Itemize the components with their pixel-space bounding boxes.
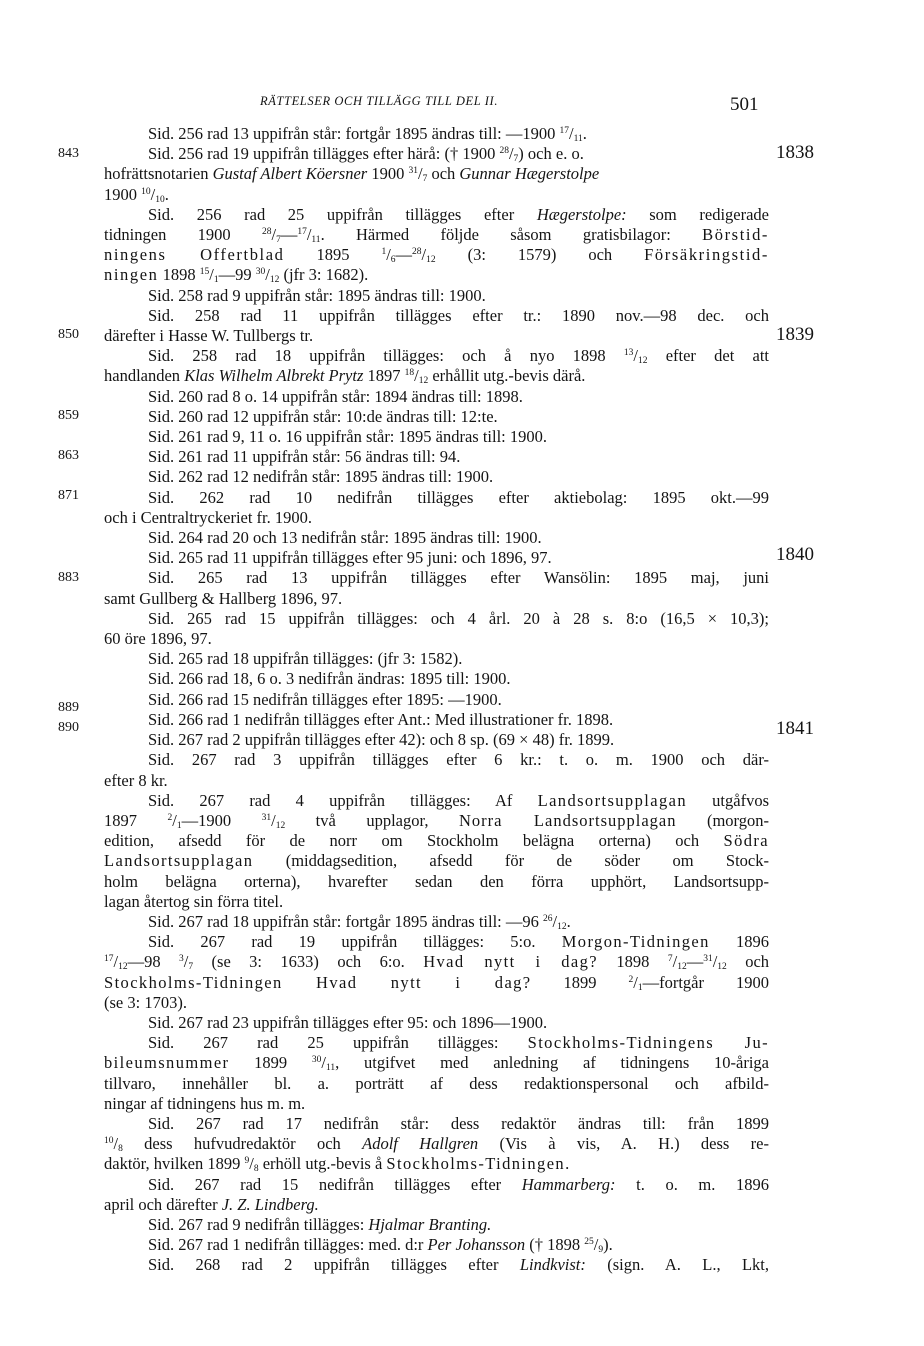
entry <box>104 1013 769 1033</box>
entry <box>104 205 769 225</box>
text-run: 1895 <box>284 245 382 265</box>
text-line <box>104 932 769 952</box>
person-name: Per Johansson <box>427 1235 526 1255</box>
frac-num: 30 <box>255 267 266 278</box>
entry <box>104 144 769 164</box>
entry <box>104 750 769 770</box>
text-line: Sid. 265 rad 13 uppifrån tillägges efter Wansölin: 1895 maj, juni <box>148 568 769 588</box>
text-run: 1900 <box>104 184 142 204</box>
text-line <box>104 912 769 932</box>
text-line <box>104 1235 769 1255</box>
entry <box>104 710 769 730</box>
frac-slash: / <box>712 952 718 972</box>
text-line: Sid. 266 rad 18, 6 o. 3 nedifrån ändras: 1895 till: 1900. <box>148 669 511 689</box>
text-line: samt Gullberg & Hallberg 1896, 97. <box>104 588 343 608</box>
entry <box>104 467 769 487</box>
text-run: och <box>726 952 770 972</box>
frac-den: 12 <box>275 820 286 831</box>
text-line <box>104 245 769 265</box>
frac-den: 8 <box>118 1144 123 1155</box>
spaced-title: Stockholms-Tidningens Ju- <box>527 1033 770 1053</box>
entry <box>104 306 769 326</box>
text-run: (3: 1579) och <box>435 245 645 265</box>
text-run: Sid. 258 rad 18 uppifrån tillägges: och å nyo 1898 <box>148 346 624 366</box>
frac-num: 31 <box>408 166 418 177</box>
entry-continuation <box>104 589 769 609</box>
entry <box>104 568 769 588</box>
person-name: Hjalmar Branting. <box>368 1214 492 1234</box>
text-run: — <box>280 225 298 245</box>
text-line <box>104 791 769 811</box>
frac-den: 7 <box>188 962 194 973</box>
text-run: som redigerade <box>626 204 769 224</box>
text-line <box>104 1134 769 1154</box>
text-line: Sid. 265 rad 18 uppifrån tillägges: (jfr 3: 1582). <box>148 649 463 669</box>
text-run: Sid. 267 rad 1 nedifrån tillägges: med. d:r <box>148 1235 428 1255</box>
frac-den: 12 <box>118 962 128 973</box>
text-line <box>104 1154 769 1174</box>
frac-slash: / <box>249 1154 254 1174</box>
person-name: Gunnar Hægerstolpe <box>459 164 600 184</box>
text-run: handlanden <box>104 366 185 386</box>
frac-slash: / <box>321 1053 326 1073</box>
spaced-title: Försäkringstid- <box>644 245 769 265</box>
frac-num: 10 <box>104 1136 114 1147</box>
frac-den: 6 <box>390 255 396 266</box>
text-run: Sid. 268 rad 2 uppifrån tillägges efter <box>148 1255 520 1275</box>
frac-slash: / <box>672 952 678 972</box>
entry-continuation <box>104 326 769 346</box>
text-line: därefter i Hasse W. Tullbergs tr. <box>104 326 314 346</box>
text-run: Sid. 267 rad 25 uppifrån tillägges: <box>148 1033 528 1053</box>
text-line: lagan återtog sin förra titel. <box>104 891 284 911</box>
entry <box>104 1033 769 1053</box>
text-line: Sid. 261 rad 11 uppifrån står: 56 ändras till: 94. <box>148 447 461 467</box>
text-run: ). <box>603 1235 613 1255</box>
entry <box>104 447 769 467</box>
frac-slash: / <box>421 245 427 265</box>
spaced-title: Landsortsupplagan <box>537 790 687 810</box>
text-run: daktör, hvilken 1899 <box>104 1154 245 1174</box>
text-run: 1898 <box>598 952 668 972</box>
spaced-title: bileumsnummer <box>104 1053 230 1073</box>
entry-continuation <box>104 366 769 386</box>
text-run: — <box>686 952 704 972</box>
text-run: —1900 <box>181 810 262 830</box>
text-run: —99 <box>218 265 256 285</box>
spaced-title: ningens Offertblad <box>104 245 285 265</box>
text-line <box>104 973 769 993</box>
entry <box>104 286 769 306</box>
text-line <box>104 366 769 386</box>
margin-page-ref: 1838 <box>776 142 814 163</box>
text-line <box>104 1033 769 1053</box>
spaced-title: Hvad nytt i dag? <box>423 952 598 972</box>
person-name: Hægerstolpe: <box>536 204 627 224</box>
text-line: Sid. 267 rad 23 uppifrån tillägges efter 95: och 1896—1900. <box>148 1012 548 1032</box>
text-line <box>104 346 769 366</box>
frac-den: 12 <box>557 921 567 932</box>
frac-num: 13 <box>623 348 634 359</box>
frac-slash: / <box>271 810 276 830</box>
text-line: Sid. 262 rad 12 nedifrån står: 1895 ändras till: 1900. <box>148 467 494 487</box>
entry-continuation <box>104 811 769 912</box>
text-line <box>104 1053 769 1073</box>
text-run: edition, afsedd för de norr om Stockholm belägna orterna) och <box>104 831 724 851</box>
text-line: Sid. 260 rad 8 o. 14 uppifrån står: 1894 ändras till: 1898. <box>148 386 523 406</box>
frac-num: 2 <box>167 812 173 823</box>
frac-num: 9 <box>244 1156 250 1167</box>
text-run: Sid. 256 rad 19 uppifrån tillägges efter härå: († 1900 <box>148 144 500 164</box>
margin-page-ref: 1839 <box>776 324 814 345</box>
text-line: holm belägna orterna), hvarefter sedan den förra upphört, Landsortsupp- <box>104 871 769 891</box>
person-name: Adolf Hallgren <box>362 1134 479 1154</box>
margin-ref: 850 <box>58 327 79 342</box>
text-run: Sid. 267 rad 15 nedifrån tillägges efter <box>148 1174 522 1194</box>
frac-den: 7 <box>422 174 428 185</box>
entry-continuation <box>104 164 769 204</box>
frac-num: 28 <box>499 146 509 157</box>
frac-den: 1 <box>213 275 219 286</box>
entry <box>104 609 769 629</box>
running-title: RÄTTELSER OCH TILLÄGG TILL DEL II. <box>260 94 499 108</box>
frac-den: 12 <box>637 356 648 367</box>
person-name: Hammarberg: <box>521 1174 616 1194</box>
text-line: Sid. 262 rad 10 nedifrån tillägges efter aktiebolag: 1895 okt.—99 <box>148 487 769 507</box>
text-run: . <box>566 911 571 931</box>
entry <box>104 932 769 952</box>
text-line: tillvaro, innehåller bl. a. porträtt af dess redaktionspersonal och afbild- <box>104 1073 769 1093</box>
text-run: , utgifvet med anledning af tidningens 10-åriga <box>335 1053 769 1073</box>
text-run: 1899 <box>229 1053 312 1073</box>
text-run: († 1898 <box>525 1235 585 1255</box>
entry <box>104 1215 769 1235</box>
entry <box>104 1114 769 1134</box>
frac-den: 1 <box>176 820 182 831</box>
frac-slash: / <box>113 952 119 972</box>
margin-ref: 890 <box>58 720 79 735</box>
text-run: —98 <box>127 952 180 972</box>
entry-continuation <box>104 1195 769 1215</box>
frac-num: 1 <box>381 247 387 258</box>
frac-den: 12 <box>426 255 436 266</box>
text-line: efter 8 kr. <box>104 770 168 790</box>
text-run: utgåfvos <box>686 790 770 810</box>
text-run: och <box>427 164 460 184</box>
text-line <box>104 1195 769 1215</box>
frac-slash: / <box>414 366 419 386</box>
entry <box>104 387 769 407</box>
entry <box>104 346 769 366</box>
text-line: Sid. 264 rad 20 och 13 nedifrån står: 1895 ändras till: 1900. <box>148 528 542 548</box>
text-line: Sid. 265 rad 11 uppifrån tillägges efter 95 juni: och 1896, 97. <box>148 548 552 568</box>
text-line <box>104 124 769 144</box>
text-run: Sid. 256 rad 13 uppifrån står: fortgår 1895 ändras till: —1900 <box>148 124 560 143</box>
entry-continuation <box>104 508 769 528</box>
text-run: april och därefter <box>104 1194 222 1214</box>
page-number: 501 <box>730 94 759 115</box>
text-run: tidningen 1900 <box>104 225 262 245</box>
text-line <box>104 1215 769 1235</box>
spaced-title: Landsortsupplagan <box>104 851 254 871</box>
spaced-title: Börstid- <box>702 225 770 245</box>
frac-den: 11 <box>326 1063 336 1074</box>
frac-slash: / <box>593 1235 599 1255</box>
frac-slash: / <box>172 810 177 830</box>
entry <box>104 669 769 689</box>
margin-page-ref: 1841 <box>776 718 814 739</box>
frac-slash: / <box>306 225 312 245</box>
text-line <box>104 831 769 851</box>
text-run: . <box>164 184 169 204</box>
frac-slash: / <box>386 245 391 265</box>
entry <box>104 407 769 427</box>
text-run: . <box>582 124 587 143</box>
text-run: erhållit utg.-bevis därå. <box>428 366 586 386</box>
entry <box>104 912 769 932</box>
frac-num: 17 <box>559 126 570 136</box>
frac-num: 26 <box>543 913 553 924</box>
frac-den: 9 <box>598 1245 604 1256</box>
frac-den: 12 <box>418 376 429 387</box>
text-line: Sid. 266 rad 15 nedifrån tillägges efter 1895: —1900. <box>148 689 502 709</box>
entry <box>104 1235 769 1255</box>
text-line <box>104 1255 769 1275</box>
text-run: Sid. 267 rad 9 nedifrån tillägges: <box>148 1214 369 1234</box>
text-line <box>104 185 769 205</box>
text-line: och i Centraltryckeriet fr. 1900. <box>104 507 313 527</box>
text-run: Sid. 267 rad 19 uppifrån tillägges: 5:o. <box>148 932 562 952</box>
text-run: (jfr 3: 1682). <box>279 265 369 285</box>
entry <box>104 1255 769 1275</box>
spaced-title: Norra Landsortsupplagan <box>458 810 677 830</box>
margin-ref: 871 <box>58 488 79 503</box>
person-name: Lindkvist: <box>519 1255 586 1275</box>
frac-den: 12 <box>717 962 727 973</box>
person-name: J. Z. Lindberg. <box>221 1194 319 1214</box>
entry <box>104 791 769 811</box>
text-line <box>104 205 769 225</box>
text-run: t. o. m. 1896 <box>615 1174 769 1194</box>
frac-num: 15 <box>199 267 210 278</box>
text-line: (se 3: 1703). <box>104 992 187 1012</box>
frac-num: 17 <box>297 227 307 238</box>
frac-den: 8 <box>253 1164 259 1175</box>
frac-num: 31 <box>703 954 713 965</box>
entry <box>104 548 769 568</box>
frac-num: 25 <box>584 1237 594 1248</box>
frac-slash: / <box>113 1134 119 1154</box>
entry-continuation <box>104 771 769 791</box>
text-run: ) och e. o. <box>518 144 584 164</box>
spaced-title: Södra <box>723 831 769 851</box>
text-line <box>104 225 769 245</box>
frac-den: 7 <box>276 235 281 246</box>
text-run: (sign. A. L., Lkt, <box>585 1255 770 1275</box>
spaced-title: ningen <box>104 265 159 285</box>
frac-den: 7 <box>513 154 519 165</box>
frac-slash: / <box>569 124 574 143</box>
frac-den: 11 <box>311 235 321 246</box>
text-column <box>104 124 769 1276</box>
person-name: Gustaf Albert Köersner <box>212 164 368 184</box>
entry <box>104 124 769 144</box>
text-line <box>104 851 769 871</box>
frac-slash: / <box>633 972 638 992</box>
text-run: 1897 <box>104 810 168 830</box>
frac-den: 11 <box>573 134 583 144</box>
frac-num: 28 <box>261 227 272 238</box>
text-run: Sid. 267 rad 18 uppifrån står: fortgår 1895 ändras till: —96 <box>148 911 544 931</box>
frac-num: 18 <box>404 368 415 379</box>
text-run: (morgon- <box>676 810 769 830</box>
text-line <box>104 265 769 285</box>
frac-num: 3 <box>179 954 184 965</box>
text-run: 1899 <box>531 972 629 992</box>
frac-slash: / <box>417 164 423 184</box>
text-run: — <box>395 245 413 265</box>
text-run: Sid. 267 rad 4 uppifrån tillägges: Af <box>148 790 538 810</box>
text-run: 1898 <box>158 265 200 285</box>
text-line <box>104 144 769 164</box>
text-run: efter det att <box>647 346 769 366</box>
text-run: . Härmed följde såsom gratisbilagor: <box>320 225 703 245</box>
text-run: hofrättsnotarien <box>104 164 213 184</box>
margin-page-ref: 1840 <box>776 544 814 565</box>
margin-ref: 863 <box>58 448 79 463</box>
entry-continuation <box>104 225 769 286</box>
text-line: Sid. 266 rad 1 nedifrån tillägges efter Ant.: Med illustrationer fr. 1898. <box>148 709 614 729</box>
text-run: (se 3: 1633) och 6:o. <box>193 952 424 972</box>
text-run: 1896 <box>709 932 769 952</box>
frac-slash: / <box>552 911 558 931</box>
text-run: 1897 <box>363 366 405 386</box>
frac-den: 12 <box>269 275 280 286</box>
text-run: (middagsedition, afsedd för de söder om Stock- <box>253 851 769 871</box>
text-line: Sid. 260 rad 12 uppifrån står: 10:de ändras till: 12:te. <box>148 406 498 426</box>
spaced-title: Stockholms-Tidningen. <box>386 1154 571 1174</box>
text-line <box>104 952 769 972</box>
text-line: Sid. 258 rad 11 uppifrån tillägges efter tr.: 1890 nov.—98 dec. och <box>148 305 769 325</box>
entry <box>104 690 769 710</box>
entry-continuation <box>104 952 769 1013</box>
text-line: Sid. 267 rad 3 uppifrån tillägges efter 6 kr.: t. o. m. 1900 och där- <box>148 750 769 770</box>
text-line: 60 öre 1896, 97. <box>104 629 212 649</box>
frac-num: 30 <box>311 1055 322 1066</box>
entry-continuation <box>104 1053 769 1114</box>
frac-slash: / <box>271 225 277 245</box>
text-line <box>104 811 769 831</box>
text-line: Sid. 261 rad 9, 11 o. 16 uppifrån står: 1895 ändras till: 1900. <box>148 427 548 447</box>
margin-ref: 889 <box>58 700 79 715</box>
margin-ref: 843 <box>58 146 79 161</box>
spaced-title: Stockholms-Tidningen Hvad nytt i dag? <box>104 972 532 992</box>
text-line: Sid. 267 rad 2 uppifrån tillägges efter 42): och 8 sp. (69 × 48) fr. 1899. <box>148 730 615 750</box>
text-line: Sid. 265 rad 15 uppifrån tillägges: och 4 årl. 20 à 28 s. 8:o (16,5 × 10,3); <box>148 608 769 628</box>
frac-den: 10 <box>155 194 165 205</box>
text-line: Sid. 267 rad 17 nedifrån står: dess redaktör ändras till: från 1899 <box>148 1113 769 1133</box>
entry-continuation <box>104 629 769 649</box>
entry <box>104 649 769 669</box>
frac-slash: / <box>183 952 189 972</box>
person-name: Klas Wilhelm Albrekt Prytz <box>184 366 364 386</box>
text-line: Sid. 258 rad 9 uppifrån står: 1895 ändras till: 1900. <box>148 285 486 305</box>
frac-slash: / <box>508 144 514 164</box>
text-line <box>104 1175 769 1195</box>
frac-num: 28 <box>412 247 422 258</box>
text-run: erhöll utg.-bevis å <box>258 1154 387 1174</box>
entry <box>104 730 769 750</box>
frac-den: 1 <box>637 982 643 993</box>
entry <box>104 1175 769 1195</box>
text-run: Sid. 256 rad 25 uppifrån tillägges efter <box>148 204 537 224</box>
frac-slash: / <box>633 346 638 366</box>
frac-num: 17 <box>104 954 114 965</box>
frac-slash: / <box>265 265 270 285</box>
text-run: två upplagor, <box>285 810 459 830</box>
text-run: (Vis à vis, A. H.) dess re- <box>478 1134 769 1154</box>
frac-num: 10 <box>141 186 151 197</box>
frac-num: 31 <box>261 812 272 823</box>
text-line <box>104 164 769 184</box>
spaced-title: Morgon-Tidningen <box>561 932 710 952</box>
entry <box>104 427 769 447</box>
frac-slash: / <box>150 184 156 204</box>
text-run: 1900 <box>367 164 409 184</box>
frac-num: 2 <box>628 974 634 985</box>
text-run: dess hufvudredaktör och <box>122 1134 363 1154</box>
entry <box>104 488 769 508</box>
entry <box>104 528 769 548</box>
frac-num: 7 <box>667 954 673 965</box>
frac-den: 12 <box>677 962 687 973</box>
margin-ref: 883 <box>58 570 79 585</box>
text-line: ningar af tidningens hus m. m. <box>104 1093 306 1113</box>
frac-slash: / <box>209 265 214 285</box>
entry-continuation <box>104 1134 769 1174</box>
margin-ref: 859 <box>58 408 79 423</box>
text-run: —fortgår 1900 <box>642 972 769 992</box>
